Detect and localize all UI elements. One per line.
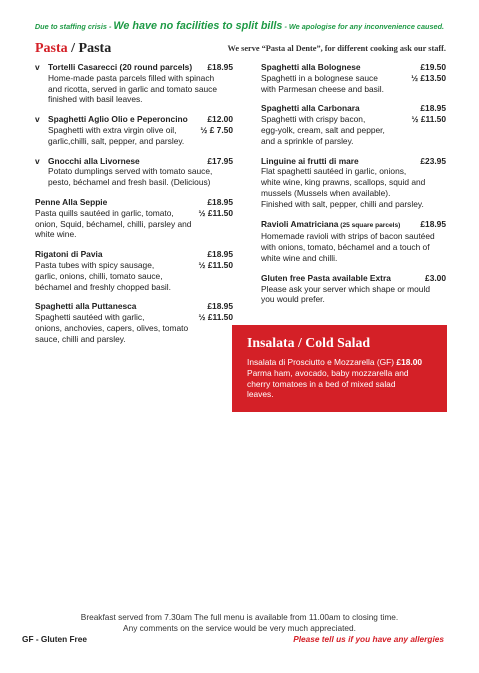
menu-item-desc: egg-yolk, cream, salt and pepper, xyxy=(261,124,385,135)
menu-item-head xyxy=(35,249,233,260)
salad-item-price: £18.00 xyxy=(396,357,423,367)
vegetarian-mark: v xyxy=(35,114,40,125)
menu-item xyxy=(35,301,233,344)
menu-item-desc-row xyxy=(35,260,233,271)
menu-item xyxy=(35,249,233,292)
menu-item-desc: Please ask your server which shape or mould xyxy=(261,283,430,294)
menu-item-name-wrap xyxy=(35,249,102,260)
menu-item-price: £3.00 xyxy=(425,272,446,283)
menu-item-desc: white wine. xyxy=(35,229,77,240)
menu-item-price: £23.95 xyxy=(420,155,446,166)
menu-item-desc-row xyxy=(35,208,233,219)
menu-item-desc: sauce, chilli and parsley. xyxy=(35,333,126,344)
menu-item-name: Spaghetti alla Bolognese xyxy=(261,62,361,72)
menu-item-name-wrap xyxy=(48,156,140,167)
menu-item-desc: Pasta tubes with spicy sausage, xyxy=(35,259,155,270)
menu-item-name-wrap xyxy=(261,219,400,232)
menu-item xyxy=(261,273,446,305)
salad-box xyxy=(232,325,447,412)
footer-hours: Breakfast served from 7.30am The full menu is available from 11.00am to closing time. xyxy=(80,612,399,622)
menu-item-price: £12.00 xyxy=(207,114,233,125)
footer-info xyxy=(0,612,479,633)
salad-desc-line: Parma ham, avocado, baby mozzarella and xyxy=(247,367,409,378)
menu-item-desc: and ricotta, served in garlic and tomato sauce xyxy=(48,83,217,94)
right-menu-column xyxy=(261,62,446,314)
menu-item xyxy=(35,197,233,240)
menu-item-price: £18.95 xyxy=(420,218,446,229)
allergy-notice: Please tell us if you have any allergies xyxy=(293,634,444,644)
menu-item-head xyxy=(48,156,233,167)
menu-item-desc: white wine, king prawns, scallops, squid and xyxy=(261,177,426,188)
menu-item-name: Ravioli Amatriciana xyxy=(261,218,339,229)
menu-item-desc: onion, Squid, béchamel, chilli, parsley and xyxy=(35,218,192,229)
menu-item xyxy=(35,156,233,188)
menu-item-desc: Homemade ravioli with strips of bacon sautéed xyxy=(261,231,435,242)
salad-desc-line: cherry tomatoes in a bed of mixed salad xyxy=(247,378,396,389)
menu-item-desc: pesto, béchamel and fresh basil. (Delicious) xyxy=(48,177,211,188)
menu-item-desc: and a sprinkle of parsley. xyxy=(261,135,354,146)
menu-item-head xyxy=(261,219,446,232)
notice-prefix: Due to staffing crisis - xyxy=(34,22,114,31)
menu-item-desc: Flat spaghetti sautéed in garlic, onions, xyxy=(261,166,407,177)
menu-item-head xyxy=(48,114,233,125)
menu-item-name-wrap xyxy=(261,103,360,114)
menu-item-desc-row xyxy=(48,125,233,136)
menu-item-desc: with Parmesan cheese and basil. xyxy=(261,83,384,94)
menu-item-name: Tortelli Casarecci (20 round parcels) xyxy=(48,62,193,72)
menu-item-head xyxy=(261,103,446,114)
menu-item-desc: Spaghetti with crispy bacon, xyxy=(261,114,366,125)
menu-item xyxy=(261,103,446,146)
salad-item-name: Insalata di Prosciutto e Mozzarella (GF) xyxy=(247,357,395,367)
menu-item-head xyxy=(35,197,233,208)
half-portion-price: ½ £11.50 xyxy=(198,259,233,270)
menu-item-name: Spaghetti Aglio Olio e Peperoncino xyxy=(48,114,188,125)
half-portion-price: ½ £11.50 xyxy=(198,207,233,218)
menu-item-desc-row xyxy=(261,73,446,84)
menu-item-head xyxy=(261,273,446,284)
salad-desc-line: leaves. xyxy=(247,389,274,400)
menu-item-name-wrap xyxy=(35,197,107,208)
section-header xyxy=(35,41,446,59)
half-portion-price: ½ £ 7.50 xyxy=(200,124,233,135)
menu-item-desc: Spaghetti in a bolognese sauce xyxy=(261,72,378,83)
menu-item-desc: Spaghetti sautéed with garlic, xyxy=(35,312,145,323)
section-title xyxy=(35,41,111,57)
menu-item-desc: you would prefer. xyxy=(261,294,325,305)
menu-item-name-wrap xyxy=(261,62,361,73)
menu-item-desc: Home-made pasta parcels filled with spinach xyxy=(48,72,215,83)
serve-note: We serve “Pasta al Dente”, for different cooking ask our staff. xyxy=(227,44,446,53)
menu-item-name-wrap xyxy=(48,114,188,125)
section-title-accent: Pasta xyxy=(35,41,68,56)
menu-item-name: Spaghetti alla Puttanesca xyxy=(35,301,137,312)
half-portion-price: ½ £13.50 xyxy=(411,72,446,83)
menu-item-head xyxy=(261,156,446,167)
menu-item-price: £18.95 xyxy=(207,196,233,207)
menu-item-name: Gluten free Pasta available Extra xyxy=(261,272,391,283)
salad-title: Insalata / Cold Salad xyxy=(247,335,371,350)
menu-item-desc: Spaghetti with extra virgin olive oil, xyxy=(48,124,177,135)
menu-item-desc: garlic, onions, chilli, tomato sauce, xyxy=(35,270,163,281)
menu-item-desc: white wine and chilli. xyxy=(261,252,338,263)
menu-item-desc: Finished with salt, pepper, chilli and parsley. xyxy=(261,198,424,209)
menu-item-desc: Potato dumplings served with tomato sauce, xyxy=(48,166,213,177)
menu-item xyxy=(35,114,233,146)
menu-item-head xyxy=(261,62,446,73)
menu-item-desc-row xyxy=(35,312,233,323)
gluten-free-key: GF - Gluten Free xyxy=(22,634,87,644)
menu-item-price: £17.95 xyxy=(207,155,233,166)
menu-item-desc: garlic,chilli, salt, pepper, and parsley. xyxy=(48,135,185,146)
vegetarian-mark: v xyxy=(35,62,40,72)
menu-item-name: Gnocchi alla Livornese xyxy=(48,155,140,166)
menu-item-desc: onions, anchovies, capers, olives, tomato xyxy=(35,322,189,333)
menu-item-desc: mussels (Mussels when available). xyxy=(261,187,391,198)
menu-item xyxy=(261,156,446,210)
menu-item-desc: finished with basil leaves. xyxy=(48,94,143,105)
menu-item-desc-row xyxy=(261,114,446,125)
menu-item-price: £18.95 xyxy=(207,301,233,312)
section-title-rest: / Pasta xyxy=(67,41,112,56)
menu-item-desc: Pasta quills sautéed in garlic, tomato, xyxy=(35,207,174,218)
left-menu-column xyxy=(35,62,233,354)
notice-main: We have no facilities to split bills xyxy=(113,20,283,32)
staffing-notice xyxy=(0,20,479,32)
menu-item-price: £18.95 xyxy=(207,249,233,260)
menu-item xyxy=(261,62,446,94)
menu-item-name-wrap xyxy=(261,156,359,167)
menu-item-name-wrap xyxy=(35,301,136,312)
menu-item-name: Linguine ai frutti di mare xyxy=(261,155,359,166)
half-portion-price: ½ £11.50 xyxy=(198,312,233,323)
menu-item-desc: with onions, tomato, béchamel and a touch of xyxy=(261,242,430,253)
menu-item-name: Penne Alla Seppie xyxy=(35,196,108,207)
menu-item-head xyxy=(35,301,233,312)
half-portion-price: ½ £11.50 xyxy=(411,114,446,125)
menu-item-name: Rigatoni di Pavia xyxy=(35,249,103,260)
menu-item xyxy=(261,219,446,264)
menu-item-price: £18.95 xyxy=(207,62,233,72)
menu-item-price: £19.50 xyxy=(420,62,446,72)
menu-item-price: £18.95 xyxy=(420,103,446,114)
vegetarian-mark: v xyxy=(35,155,40,166)
menu-item-desc: béchamel and freshly chopped basil. xyxy=(35,281,171,292)
menu-item-head xyxy=(48,62,233,73)
footer-comments: Any comments on the service would be very much appreciated. xyxy=(123,622,356,633)
notice-suffix: - We apologise for any inconvenience caused. xyxy=(282,22,445,31)
salad-item-head xyxy=(247,357,432,368)
menu-item-name: Spaghetti alla Carbonara xyxy=(261,103,360,114)
menu-item-name-note: (25 square parcels) xyxy=(338,221,401,229)
menu-item-name-wrap xyxy=(261,273,391,284)
menu-item-name-wrap xyxy=(48,62,192,73)
menu-item xyxy=(35,62,233,105)
